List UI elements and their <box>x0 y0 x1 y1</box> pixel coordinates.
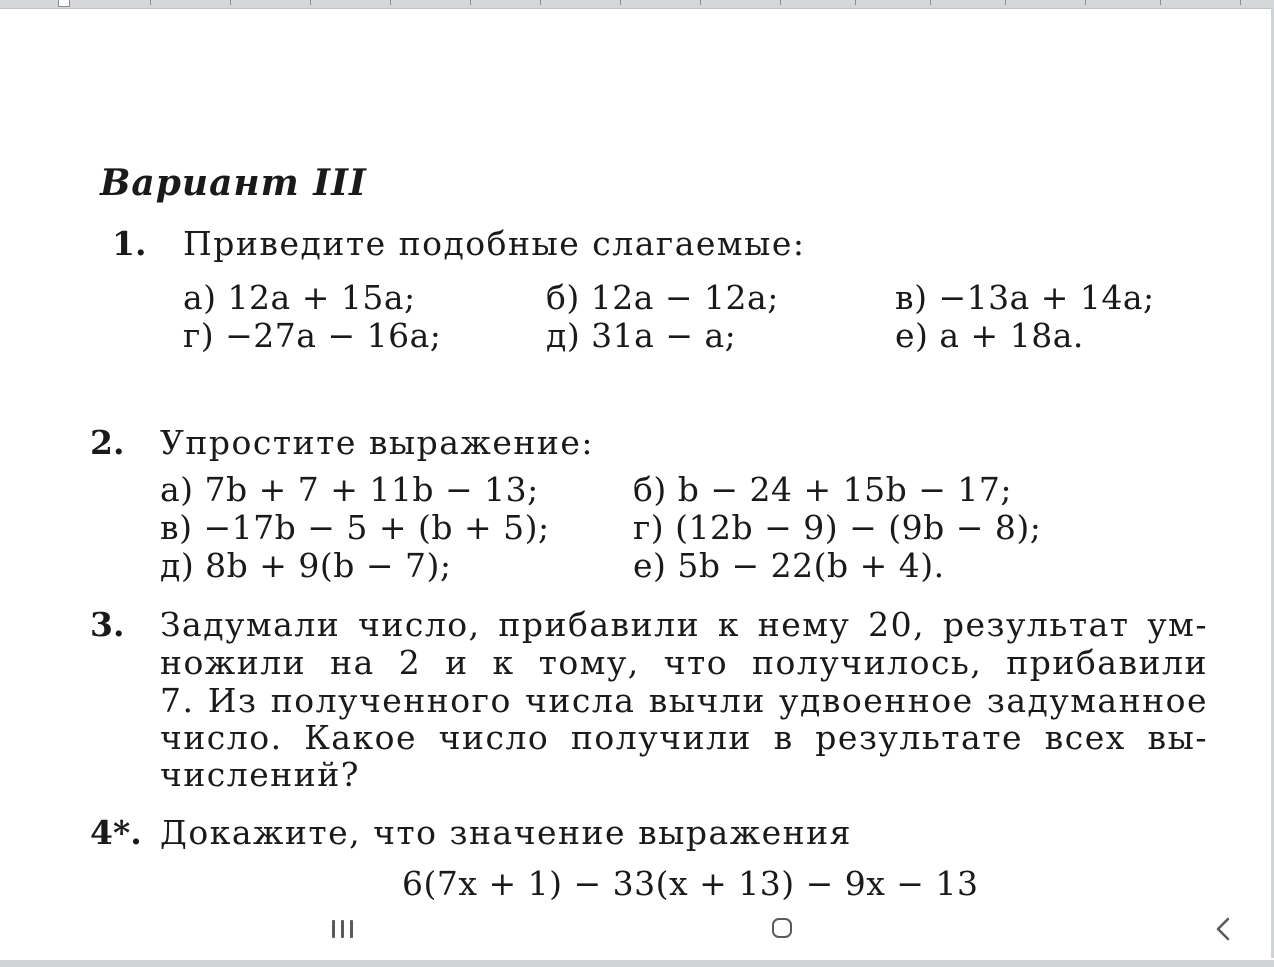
task2-item-a: а) 7b + 7 + 11b − 13; <box>160 470 539 509</box>
task1-number: 1. <box>112 224 147 263</box>
task3-line-4: число. Какое число получили в результате всех вы- <box>160 718 1208 757</box>
task2-item-e: е) 5b − 22(b + 4). <box>633 546 945 585</box>
task3-line-2: ножили на 2 и к тому, что получилось, прибавили <box>160 643 1208 682</box>
task4-heading: Докажите, что значение выражения <box>160 813 852 852</box>
variant-title: Вариант III <box>100 162 367 204</box>
task3-line-1: Задумали число, прибавили к нему 20, результат ум- <box>160 605 1208 644</box>
task3-number: 3. <box>90 605 125 644</box>
top-ruler <box>0 0 1274 9</box>
task4-expression: 6(7x + 1) − 33(x + 13) − 9x − 13 <box>402 864 979 903</box>
task1-item-v: в) −13a + 14a; <box>895 278 1155 317</box>
task3-line-5: числений? <box>160 755 360 794</box>
screen-bottom-edge <box>0 960 1274 967</box>
ruler-indent-marker[interactable] <box>58 0 70 7</box>
task1-item-a: а) 12a + 15a; <box>183 278 416 317</box>
task2-number: 2. <box>90 423 125 462</box>
task2-heading: Упростите выражение: <box>160 423 595 462</box>
recent-apps-icon[interactable] <box>330 918 356 940</box>
task1-heading: Приведите подобные слагаемые: <box>183 224 806 263</box>
task2-item-v: в) −17b − 5 + (b + 5); <box>160 508 550 547</box>
back-icon[interactable] <box>1212 916 1236 942</box>
task2-item-b: б) b − 24 + 15b − 17; <box>633 470 1012 509</box>
task1-item-g: г) −27a − 16a; <box>183 316 442 355</box>
home-icon[interactable] <box>772 918 792 938</box>
task3-line-3: 7. Из полученного числа вычли удвоенное задуманное <box>160 681 1208 720</box>
task1-item-d: д) 31a − a; <box>546 316 737 355</box>
task1-item-e: е) a + 18a. <box>895 316 1084 355</box>
task1-item-b: б) 12a − 12a; <box>546 278 779 317</box>
task2-item-d: д) 8b + 9(b − 7); <box>160 546 452 585</box>
navigation-bar <box>0 905 1274 960</box>
task4-number: 4*. <box>90 813 142 852</box>
task2-item-g: г) (12b − 9) − (9b − 8); <box>633 508 1042 547</box>
